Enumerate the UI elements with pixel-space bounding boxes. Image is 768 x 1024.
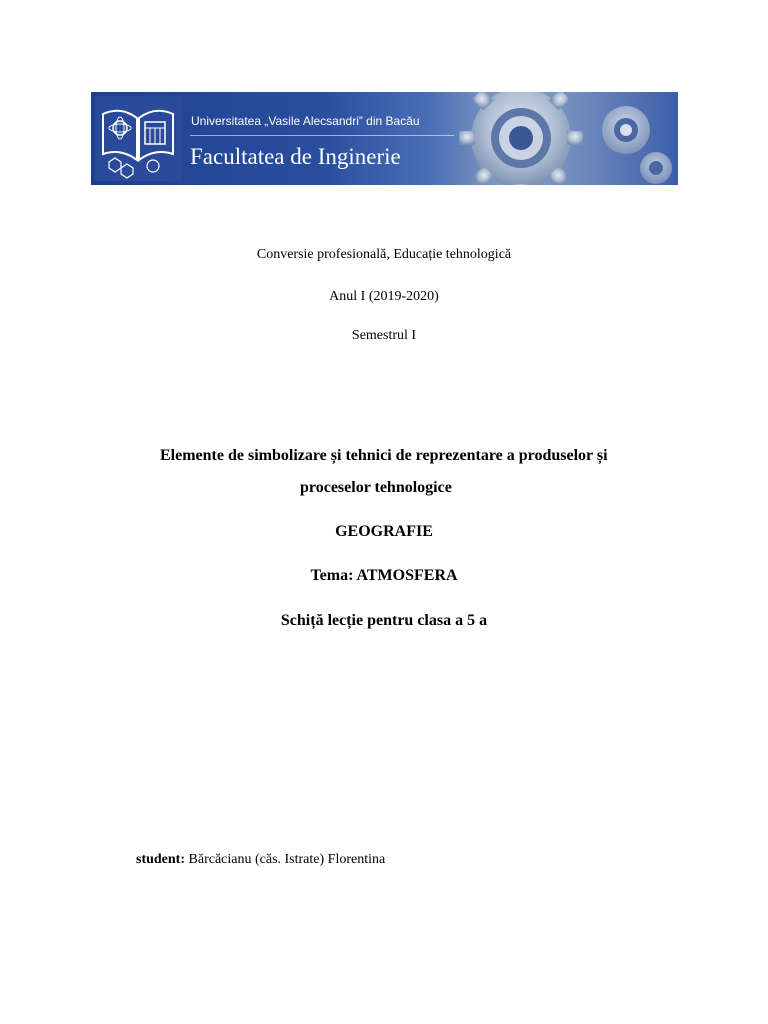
student-name: Bărcăcianu (căs. Istrate) Florentina: [185, 852, 386, 867]
academic-year: Anul I (2019-2020): [329, 289, 439, 304]
lesson-heading: Schiță lecție pentru clasa a 5 a: [280, 612, 488, 629]
semester: Semestrul I: [351, 328, 417, 343]
university-banner: [91, 92, 678, 185]
university-name: Universitatea „Vasile Alecsandri” din Bacău: [191, 114, 420, 128]
program-line: Conversie profesională, Educație tehnologică: [256, 247, 512, 262]
theme-heading: Tema: ATMOSFERA: [310, 567, 458, 584]
student-line: [136, 852, 385, 868]
gears-decoration-icon: [441, 92, 678, 185]
faculty-name: Facultatea de Inginerie: [190, 144, 401, 169]
course-title-line2: proceselor tehnologice: [300, 479, 452, 496]
course-title-line1: Elemente de simbolizare și tehnici de reprezentare a produselor și: [160, 447, 608, 464]
student-label: student:: [136, 852, 186, 867]
subject-heading: GEOGRAFIE: [335, 523, 433, 540]
banner-divider: [190, 135, 454, 136]
university-logo-icon: [95, 96, 181, 181]
